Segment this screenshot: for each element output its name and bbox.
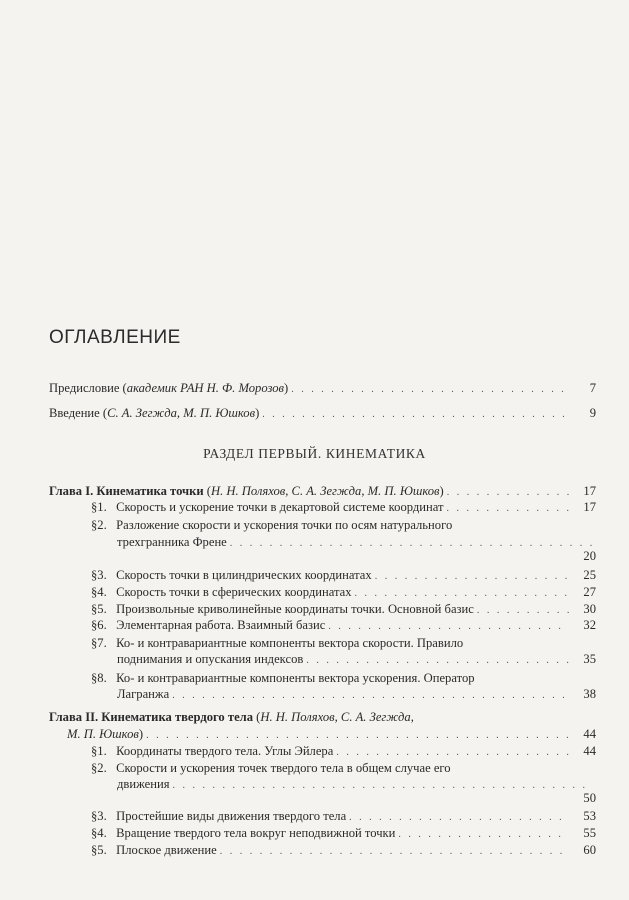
entry-authors: академик РАН Н. Ф. Морозов — [126, 381, 284, 395]
dot-leader — [447, 501, 569, 516]
entry-authors: С. А. Зегжда, М. П. Юшков — [107, 406, 256, 420]
toc-chapter-1[interactable]: Глава I. Кинематика точки (Н. Н. Поляхов, С. А. Зегжда, М. П. Юшков) . . . 17 — [49, 484, 596, 500]
page-number: 44 — [583, 727, 596, 741]
toc-section-1-6[interactable]: §6. Элементарная работа. Взаимный базис . . . 32 — [91, 618, 596, 634]
page-number: 9 — [589, 406, 596, 420]
page-number: 30 — [583, 602, 596, 616]
toc-section-1-8[interactable]: §8. Ко- и контравариантные компоненты вектора ускорения. Оператор — [91, 671, 475, 685]
page-number: 38 — [583, 687, 596, 701]
toc-section-1-7-cont[interactable]: поднимания и опускания индексов . . . 35 — [117, 652, 596, 668]
dot-leader — [146, 728, 569, 743]
toc-chapter-2-cont[interactable]: М. П. Юшков) . . . 44 — [67, 727, 596, 743]
page-number: 32 — [583, 618, 596, 632]
page-number: 35 — [583, 652, 596, 666]
toc-section-1-7[interactable]: §7. Ко- и контравариантные компоненты вектора скорости. Правило — [91, 636, 464, 650]
page-number: 44 — [583, 744, 596, 758]
page-number: 20 — [583, 549, 596, 563]
dot-leader — [173, 778, 594, 793]
toc-section-1-4[interactable]: §4. Скорость точки в сферических координатах . . . 27 — [91, 585, 596, 601]
toc-section-1-2-cont[interactable]: трехгранника Френе . . . — [117, 535, 596, 551]
chapter-title: Глава I. Кинематика точки — [49, 484, 204, 498]
toc-entry-introduction[interactable]: Введение (С. А. Зегжда, М. П. Юшков) . . . 9 — [49, 406, 596, 422]
page-number: 50 — [583, 791, 596, 805]
dot-leader — [447, 485, 569, 500]
page-number: 17 — [583, 484, 596, 498]
page-number: 55 — [583, 826, 596, 840]
toc-section-2-3[interactable]: §3. Простейшие виды движения твердого тела . . . 53 — [91, 809, 596, 825]
chapter-title: Глава II. Кинематика твердого тела — [49, 710, 254, 724]
page-number: 60 — [583, 843, 596, 857]
toc-chapter-2[interactable]: Глава II. Кинематика твердого тела (Н. Н. Поляхов, С. А. Зегжда, — [49, 710, 414, 724]
page-number: 53 — [583, 809, 596, 823]
page-number: 7 — [589, 381, 596, 395]
toc-section-1-1[interactable]: §1. Скорость и ускорение точки в декартовой системе координат . . . 17 — [91, 500, 596, 516]
toc-section-1-8-cont[interactable]: Лагранжа . . . 38 — [117, 687, 596, 703]
toc-section-2-5[interactable]: §5. Плоское движение . . . 60 — [91, 843, 596, 859]
dot-leader — [230, 536, 593, 551]
dot-leader — [306, 653, 569, 668]
toc-section-2-2[interactable]: §2. Скорости и ускорения точек твердого тела в общем случае его — [91, 761, 451, 775]
page-number: 25 — [583, 568, 596, 582]
section-heading: РАЗДЕЛ ПЕРВЫЙ. КИНЕМАТИКА — [203, 446, 426, 461]
page-number: 27 — [583, 585, 596, 599]
toc-section-2-2-cont[interactable]: движения . . . — [117, 777, 596, 793]
dot-leader — [336, 745, 569, 760]
toc-heading: ОГЛАВЛЕНИЕ — [49, 327, 181, 348]
entry-label: Введение ( — [49, 406, 108, 420]
dot-leader — [291, 382, 569, 397]
chapter-authors: Н. Н. Поляхов, С. А. Зегжда, — [260, 710, 414, 724]
dot-leader — [262, 407, 569, 422]
toc-section-1-3[interactable]: §3. Скорость точки в цилиндрических координатах . . . 25 — [91, 568, 596, 584]
dot-leader — [349, 810, 569, 825]
dot-leader — [375, 569, 569, 584]
toc-section-1-5[interactable]: §5. Произвольные криволинейные координаты точки. Основной базис . . . 30 — [91, 602, 596, 618]
dot-leader — [355, 586, 569, 601]
chapter-authors: М. П. Юшков — [67, 727, 139, 741]
page-number: 17 — [583, 500, 596, 514]
dot-leader — [220, 844, 569, 859]
entry-label: Предисловие ( — [49, 381, 127, 395]
chapter-authors: Н. Н. Поляхов, С. А. Зегжда, М. П. Юшков — [211, 484, 440, 498]
toc-section-2-1[interactable]: §1. Координаты твердого тела. Углы Эйлера . . . 44 — [91, 744, 596, 760]
dot-leader — [477, 603, 569, 618]
toc-section-1-2[interactable]: §2. Разложение скорости и ускорения точки по осям натурального — [91, 518, 453, 532]
toc-entry-preface[interactable]: Предисловие (академик РАН Н. Ф. Морозов) . . . 7 — [49, 381, 596, 397]
dot-leader — [328, 619, 569, 634]
dot-leader — [172, 688, 569, 703]
dot-leader — [398, 827, 569, 842]
toc-section-2-4[interactable]: §4. Вращение твердого тела вокруг неподвижной точки . . . 55 — [91, 826, 596, 842]
